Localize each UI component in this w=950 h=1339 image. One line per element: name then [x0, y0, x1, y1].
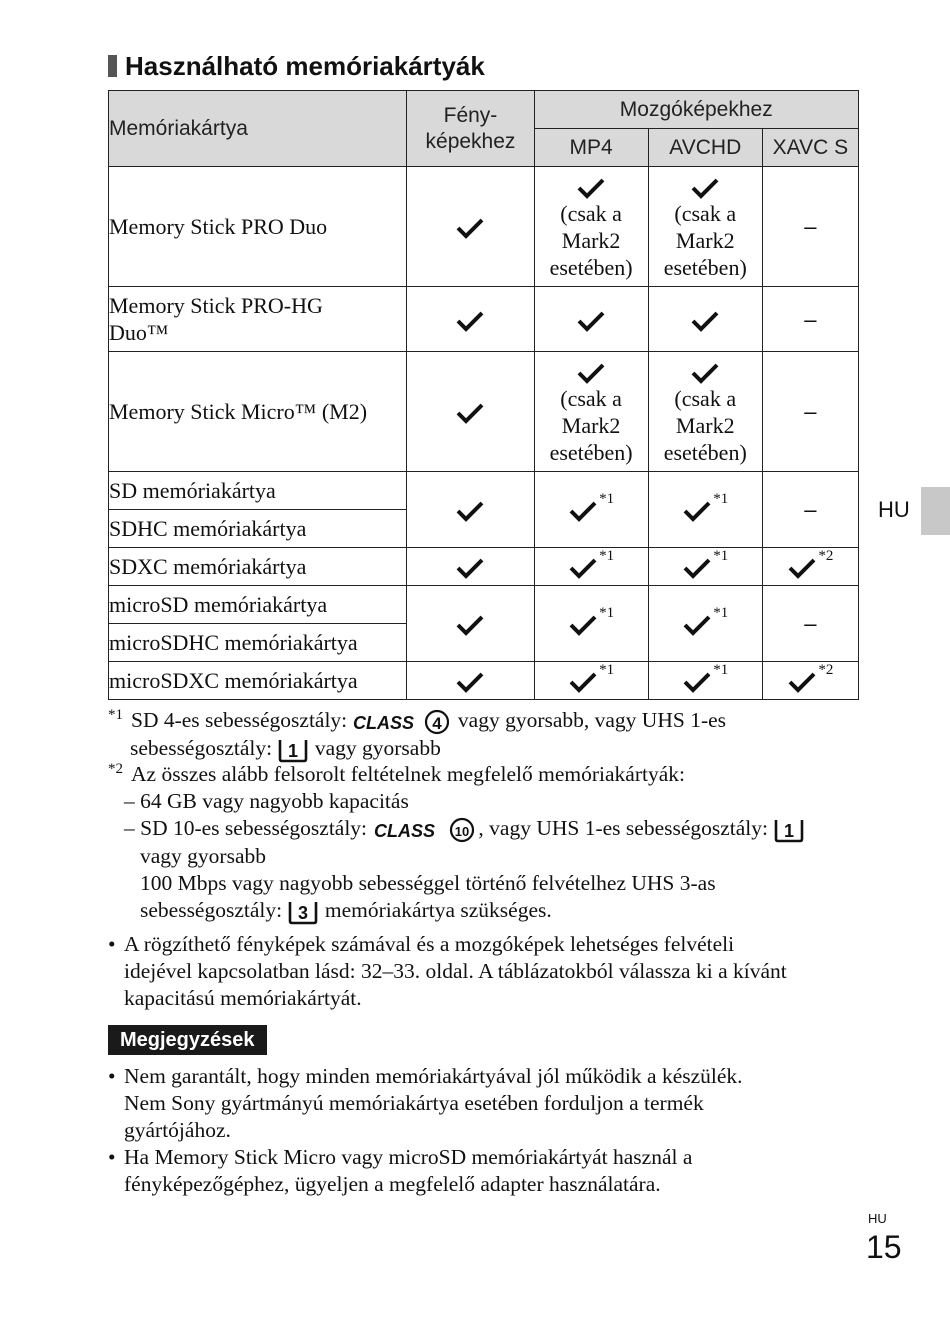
bullet-icon: •	[108, 1145, 116, 1169]
check-icon	[455, 309, 485, 333]
check-icon	[682, 613, 712, 637]
uhs1-logo-icon	[773, 817, 805, 843]
col-header-movies: Mozgóképekhez	[534, 91, 858, 129]
uhs3-logo-icon	[287, 899, 319, 925]
memory-card-table	[108, 90, 859, 700]
bullet-icon: •	[108, 932, 116, 956]
mp4-cell: (csak a Mark2 esetében)	[534, 167, 648, 287]
table-row	[109, 548, 859, 586]
footnote-ref: *1	[713, 604, 729, 621]
card-name: Memory Stick PRO Duo	[109, 167, 407, 287]
check-icon	[682, 670, 712, 694]
card-name: SDXC memóriakártya	[109, 548, 407, 586]
page-number: 15	[866, 1229, 902, 1265]
check-icon	[568, 670, 598, 694]
svg-text:CLASS: CLASS	[374, 821, 436, 842]
col-header-xavcs: XAVC S	[762, 129, 858, 167]
footnote-mark: *1	[108, 707, 123, 723]
svg-text:3: 3	[298, 903, 309, 924]
footnote-mark: *2	[108, 761, 123, 777]
col-header-photos: Fény- képekhez	[407, 91, 534, 167]
check-icon	[576, 309, 606, 333]
check-icon	[576, 361, 606, 385]
check-icon	[690, 309, 720, 333]
check-icon	[682, 499, 712, 523]
check-icon	[690, 361, 720, 385]
info-bullet: • A rögzíthető fényképek számával és a mozgóképek lehetséges felvételi idejével kapcsolatban lásd: 32–33. oldal. A táblázatokból válassza ki a kívánt kapacitású memóriakártyát.	[108, 932, 787, 1010]
footnote-ref: *2	[818, 661, 834, 678]
card-name: microSDHC memóriakártya	[109, 624, 407, 662]
not-supported-dash: –	[804, 306, 817, 332]
footnote-ref: *2	[818, 547, 834, 564]
footnote-ref: *1	[713, 547, 729, 564]
check-icon	[690, 176, 720, 200]
language-tab	[921, 487, 950, 535]
not-supported-dash: –	[804, 214, 817, 239]
mp4-cell: (csak a Mark2 esetében)	[534, 352, 648, 472]
svg-text:1: 1	[288, 741, 299, 762]
footnote-ref: *1	[599, 604, 615, 621]
heading-text: Használható memóriakártyák	[125, 50, 485, 81]
table-row	[109, 472, 859, 510]
footnote-ref: *1	[713, 661, 729, 678]
card-name: microSD memóriakártya	[109, 586, 407, 624]
card-name: Memory Stick Micro™ (M2)	[109, 352, 407, 472]
card-name: SD memóriakártya	[109, 472, 407, 510]
check-icon	[455, 613, 485, 637]
list-item: • Nem garantált, hogy minden memóriakártyával jól működik a készülék. Nem Sony gyártmányú memóriakártya esetében forduljon a termék gyártójához.	[108, 1064, 743, 1142]
check-icon	[568, 613, 598, 637]
check-icon	[455, 216, 485, 240]
footnote-ref: *1	[599, 547, 615, 564]
table-row	[109, 586, 859, 624]
check-icon	[568, 556, 598, 580]
svg-text:CLASS: CLASS	[352, 713, 414, 734]
footnote-ref: *1	[713, 490, 729, 507]
check-icon	[455, 401, 485, 425]
notes-list	[108, 1063, 868, 1198]
language-tab-label: HU	[878, 497, 910, 522]
col-header-card: Memóriakártya	[109, 91, 407, 167]
footnote-ref: *1	[599, 661, 615, 678]
avchd-cell: (csak a Mark2 esetében)	[648, 167, 762, 287]
check-icon	[455, 670, 485, 694]
table-row	[109, 662, 859, 700]
check-icon	[455, 499, 485, 523]
svg-text:1: 1	[784, 821, 795, 842]
card-name: SDHC memóriakártya	[109, 510, 407, 548]
not-supported-dash: –	[804, 497, 817, 522]
not-supported-dash: –	[804, 399, 817, 424]
notes-title: Megjegyzések	[108, 1025, 267, 1055]
page-language: HU	[868, 1211, 887, 1226]
bullet-icon: •	[108, 1064, 116, 1088]
check-icon	[576, 176, 606, 200]
class4-logo-icon	[353, 709, 453, 735]
table-row	[109, 352, 859, 472]
check-icon	[568, 499, 598, 523]
col-header-mp4: MP4	[534, 129, 648, 167]
list-item: • Ha Memory Stick Micro vagy microSD memóriakártyát használ a fényképezőgéphez, ügyeljen a megfelelő adapter használatára.	[108, 1145, 693, 1196]
check-icon	[682, 556, 712, 580]
check-icon	[787, 670, 817, 694]
col-header-avchd: AVCHD	[648, 129, 762, 167]
class10-logo-icon	[372, 817, 478, 843]
table-row	[109, 287, 859, 352]
uhs1-logo-icon	[277, 737, 309, 763]
svg-text:4: 4	[431, 714, 442, 734]
section-heading	[108, 48, 485, 84]
heading-marker	[108, 55, 117, 77]
svg-text:10: 10	[455, 824, 470, 840]
card-name: Memory Stick PRO-HG Duo™	[109, 287, 407, 352]
card-name: microSDXC memóriakártya	[109, 662, 407, 700]
table-row	[109, 167, 859, 287]
check-icon	[787, 556, 817, 580]
avchd-cell: (csak a Mark2 esetében)	[648, 352, 762, 472]
footnote-ref: *1	[599, 490, 615, 507]
footnote-2: $^{*2}$ Az összes alább felsorolt feltételnek megfelelő memóriakártyák: – 64 GB vagy nagyobb kapacitás – SD 10-es sebességosztály: CLASS 10 , vagy UHS 1-es sebességosztály: 1 vagy gyorsabb 100 Mbps vagy nagyobb sebességgel történő felvételhez UHS 3-as sebességosztály: 3 memóriakártya szükséges.	[108, 761, 868, 925]
check-icon	[455, 556, 485, 580]
not-supported-dash: –	[804, 611, 817, 636]
footnote-1: $^{*1}$ SD 4-es sebességosztály: CLASS 4 vagy gyorsabb, vagy UHS 1-es sebességosztály: 1 vagy gyorsabb	[108, 707, 727, 762]
